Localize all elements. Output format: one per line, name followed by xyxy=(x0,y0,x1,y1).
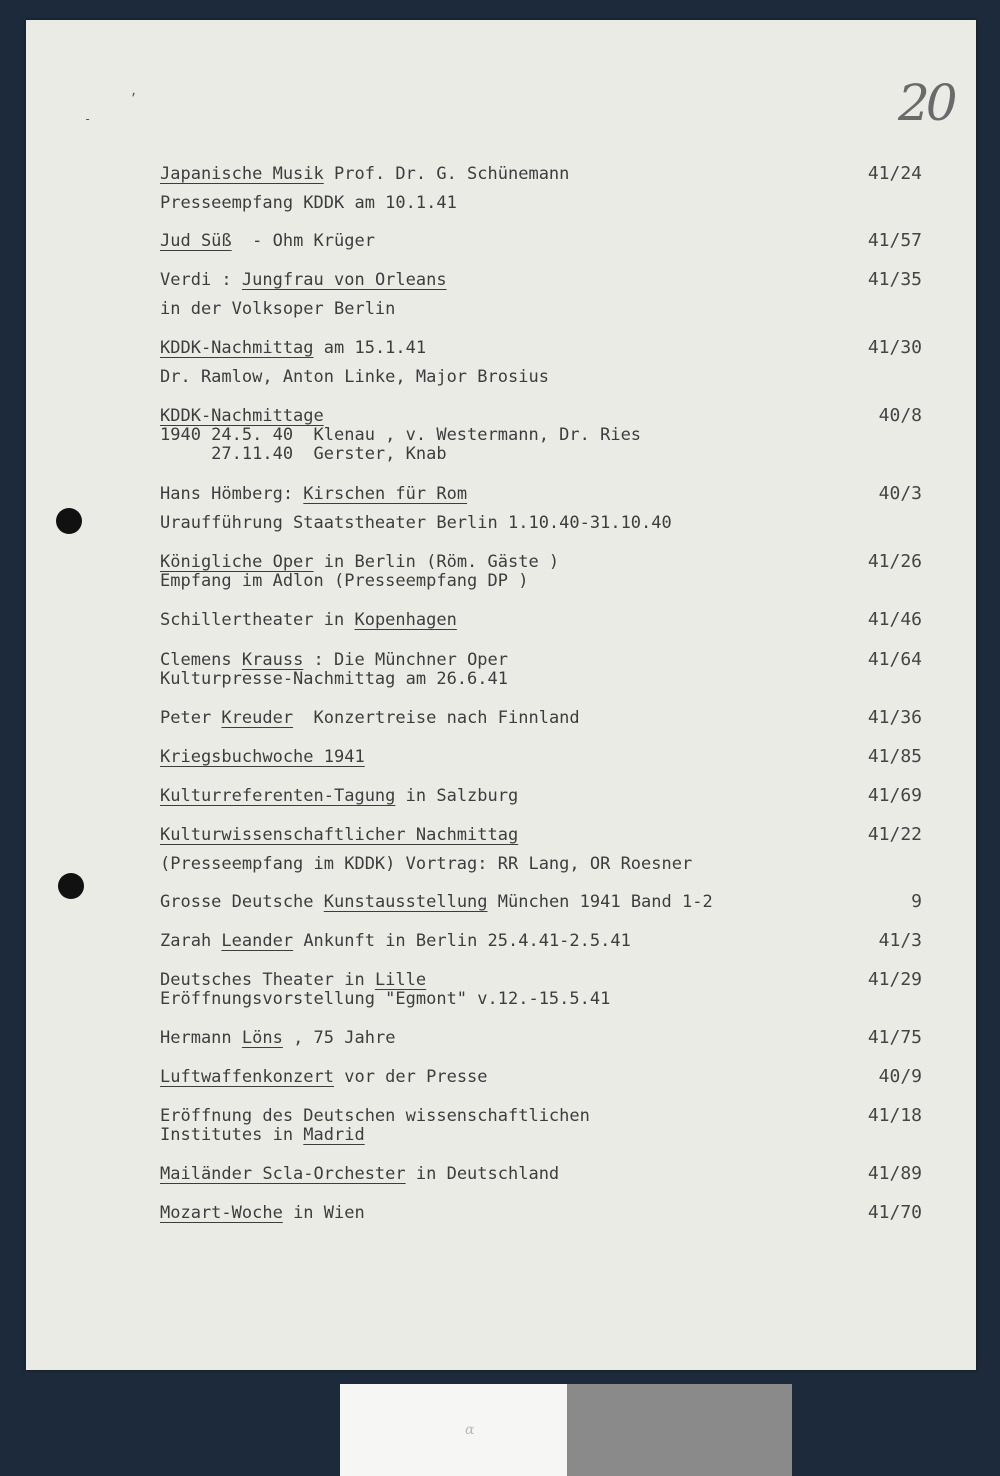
gray-swatch xyxy=(567,1384,792,1476)
entry-line xyxy=(160,669,922,688)
entry-text: in der Volksoper Berlin xyxy=(160,299,396,319)
entry-text: Dr. Ramlow, Anton Linke, Major Brosius xyxy=(160,367,549,387)
index-entry xyxy=(160,610,922,639)
reference-number: 41/75 xyxy=(867,1027,922,1048)
entry-line xyxy=(160,270,922,299)
index-entry xyxy=(160,1106,922,1144)
white-swatch xyxy=(340,1384,567,1476)
index-entry xyxy=(160,164,922,222)
reference-number: 41/22 xyxy=(867,824,922,845)
entry-line xyxy=(160,571,922,590)
swatch-mark: α xyxy=(465,1422,475,1438)
stray-mark: , xyxy=(130,84,138,98)
entry-line xyxy=(160,1164,922,1193)
entry-text: Empfang im Adlon (Presseempfang DP ) xyxy=(160,571,529,591)
index-entry xyxy=(160,1203,922,1232)
entry-line xyxy=(160,444,922,463)
entry-text: in Deutschland xyxy=(405,1164,560,1184)
index-entry xyxy=(160,786,922,815)
entry-line xyxy=(160,164,922,193)
reference-number: 41/30 xyxy=(867,337,922,358)
entry-text: in Berlin (Röm. Gäste ) xyxy=(313,552,560,572)
entry-text: Prof. Dr. G. Schünemann xyxy=(323,164,570,184)
reference-number: 41/3 xyxy=(878,930,922,951)
stray-mark: - xyxy=(84,112,92,126)
entry-text: Schillertheater in xyxy=(160,610,355,630)
entry-text: 1940 24.5. 40 Klenau , v. Westermann, Dr. Ries xyxy=(160,425,642,445)
entry-line xyxy=(160,338,922,367)
color-calibration-strip xyxy=(340,1384,792,1476)
index-entry xyxy=(160,1028,922,1057)
entry-text: am 15.1.41 xyxy=(313,338,427,358)
underlined-term: Kulturwissenschaftlicher Nachmittag xyxy=(160,825,519,845)
entry-text: Konzertreise nach Finnland xyxy=(293,708,580,728)
entry-line xyxy=(160,193,922,222)
entry-line xyxy=(160,1106,922,1125)
index-entry xyxy=(160,338,922,396)
entry-line xyxy=(160,367,922,396)
reference-number: 41/89 xyxy=(867,1163,922,1184)
entry-text: Zarah xyxy=(160,931,222,951)
underlined-term: Königliche Oper xyxy=(160,552,314,572)
entry-text: Eröffnungsvorstellung "Egmont" v.12.-15.5.41 xyxy=(160,989,611,1009)
entry-line xyxy=(160,931,922,960)
underlined-term: Jungfrau von Orleans xyxy=(241,270,447,290)
underlined-term: Krauss xyxy=(241,650,304,670)
reference-number: 41/18 xyxy=(867,1105,922,1126)
entry-line xyxy=(160,1028,922,1057)
underlined-term: Kirschen für Rom xyxy=(303,484,468,504)
entry-line xyxy=(160,1203,922,1232)
entry-line xyxy=(160,747,922,776)
reference-number: 41/35 xyxy=(867,269,922,290)
index-entry xyxy=(160,1067,922,1096)
underlined-term: Jud Süß xyxy=(160,231,232,251)
reference-number: 40/3 xyxy=(878,483,922,504)
entry-line xyxy=(160,406,922,425)
entry-line xyxy=(160,854,922,883)
entry-text: Peter xyxy=(160,708,222,728)
reference-number: 41/85 xyxy=(867,746,922,767)
entry-text: Presseempfang KDDK am 10.1.41 xyxy=(160,193,457,213)
entry-text: : Die Münchner Oper xyxy=(303,650,509,670)
entry-text: Institutes in xyxy=(160,1125,304,1145)
entry-text: , 75 Jahre xyxy=(282,1028,396,1048)
entry-text: Kulturpresse-Nachmittag am 26.6.41 xyxy=(160,669,508,689)
entry-line xyxy=(160,299,922,328)
index-entry xyxy=(160,747,922,776)
reference-number: 40/8 xyxy=(878,405,922,426)
underlined-term: Mailänder Scla-Orchester xyxy=(160,1164,406,1184)
reference-number: 40/9 xyxy=(878,1066,922,1087)
reference-number: 41/26 xyxy=(867,551,922,572)
index-entry xyxy=(160,1164,922,1193)
entry-line xyxy=(160,1125,922,1144)
entry-line xyxy=(160,513,922,542)
underlined-term: KDDK-Nachmittag xyxy=(160,338,314,358)
entry-text: Hans Hömberg: xyxy=(160,484,304,504)
entry-text: Ankunft in Berlin 25.4.41-2.5.41 xyxy=(293,931,631,951)
entry-line xyxy=(160,552,922,571)
reference-number: 41/29 xyxy=(867,969,922,990)
entry-text: 27.11.40 Gerster, Knab xyxy=(160,444,447,464)
underlined-term: Kulturreferenten-Tagung xyxy=(160,786,396,806)
reference-number: 41/70 xyxy=(867,1202,922,1223)
underlined-term: Kreuder xyxy=(221,708,294,728)
entry-line xyxy=(160,786,922,815)
entry-text: Clemens xyxy=(160,650,242,670)
entry-text: Grosse Deutsche xyxy=(160,892,324,912)
entry-text: Deutsches Theater in xyxy=(160,970,375,990)
entry-text: - Ohm Krüger xyxy=(231,231,375,251)
entry-line xyxy=(160,484,922,513)
index-entry xyxy=(160,406,922,463)
underlined-term: Mozart-Woche xyxy=(160,1203,283,1223)
entry-line xyxy=(160,892,922,921)
entry-line xyxy=(160,425,922,444)
reference-number: 9 xyxy=(911,891,922,912)
index-entry xyxy=(160,484,922,542)
underlined-term: KDDK-Nachmittage xyxy=(160,406,324,426)
entry-line xyxy=(160,970,922,989)
index-entry xyxy=(160,892,922,921)
entry-line xyxy=(160,1067,922,1096)
index-entry xyxy=(160,825,922,883)
underlined-term: Madrid xyxy=(303,1125,365,1145)
reference-number: 41/69 xyxy=(867,785,922,806)
entry-text: in Wien xyxy=(282,1203,365,1223)
entry-text: Verdi : xyxy=(160,270,242,290)
punch-hole-bottom xyxy=(58,873,84,899)
entry-text: in Salzburg xyxy=(395,786,519,806)
index-entry xyxy=(160,708,922,737)
entry-text: (Presseempfang im KDDK) Vortrag: RR Lang, OR Roesner xyxy=(160,854,693,874)
underlined-term: Leander xyxy=(221,931,294,951)
reference-number: 41/57 xyxy=(867,230,922,251)
underlined-term: Japanische Musik xyxy=(160,164,324,184)
entry-line xyxy=(160,650,922,669)
entry-line xyxy=(160,231,922,260)
entry-text: vor der Presse xyxy=(334,1067,488,1087)
underlined-term: Kriegsbuchwoche 1941 xyxy=(160,747,365,767)
index-entry xyxy=(160,231,922,260)
index-entry xyxy=(160,650,922,688)
underlined-term: Kopenhagen xyxy=(354,610,457,630)
entry-text: Eröffnung des Deutschen wissenschaftlichen xyxy=(160,1106,590,1126)
index-entry xyxy=(160,970,922,1008)
reference-number: 41/46 xyxy=(867,609,922,630)
punch-hole-top xyxy=(56,508,82,534)
handwritten-page-number: 20 xyxy=(898,74,954,132)
index-entry xyxy=(160,931,922,960)
index-entry xyxy=(160,552,922,590)
entry-line xyxy=(160,825,922,854)
entry-text: Uraufführung Staatstheater Berlin 1.10.40-31.10.40 xyxy=(160,513,672,533)
entry-line xyxy=(160,610,922,639)
entry-text: München 1941 Band 1-2 xyxy=(487,892,713,912)
underlined-term: Kunstausstellung xyxy=(323,892,488,912)
entry-line xyxy=(160,708,922,737)
reference-number: 41/64 xyxy=(867,649,922,670)
underlined-term: Lille xyxy=(374,970,427,990)
entry-text: Hermann xyxy=(160,1028,242,1048)
reference-number: 41/24 xyxy=(867,163,922,184)
underlined-term: Luftwaffenkonzert xyxy=(160,1067,334,1087)
index-entry xyxy=(160,270,922,328)
entry-line xyxy=(160,989,922,1008)
underlined-term: Löns xyxy=(241,1028,283,1048)
reference-number: 41/36 xyxy=(867,707,922,728)
